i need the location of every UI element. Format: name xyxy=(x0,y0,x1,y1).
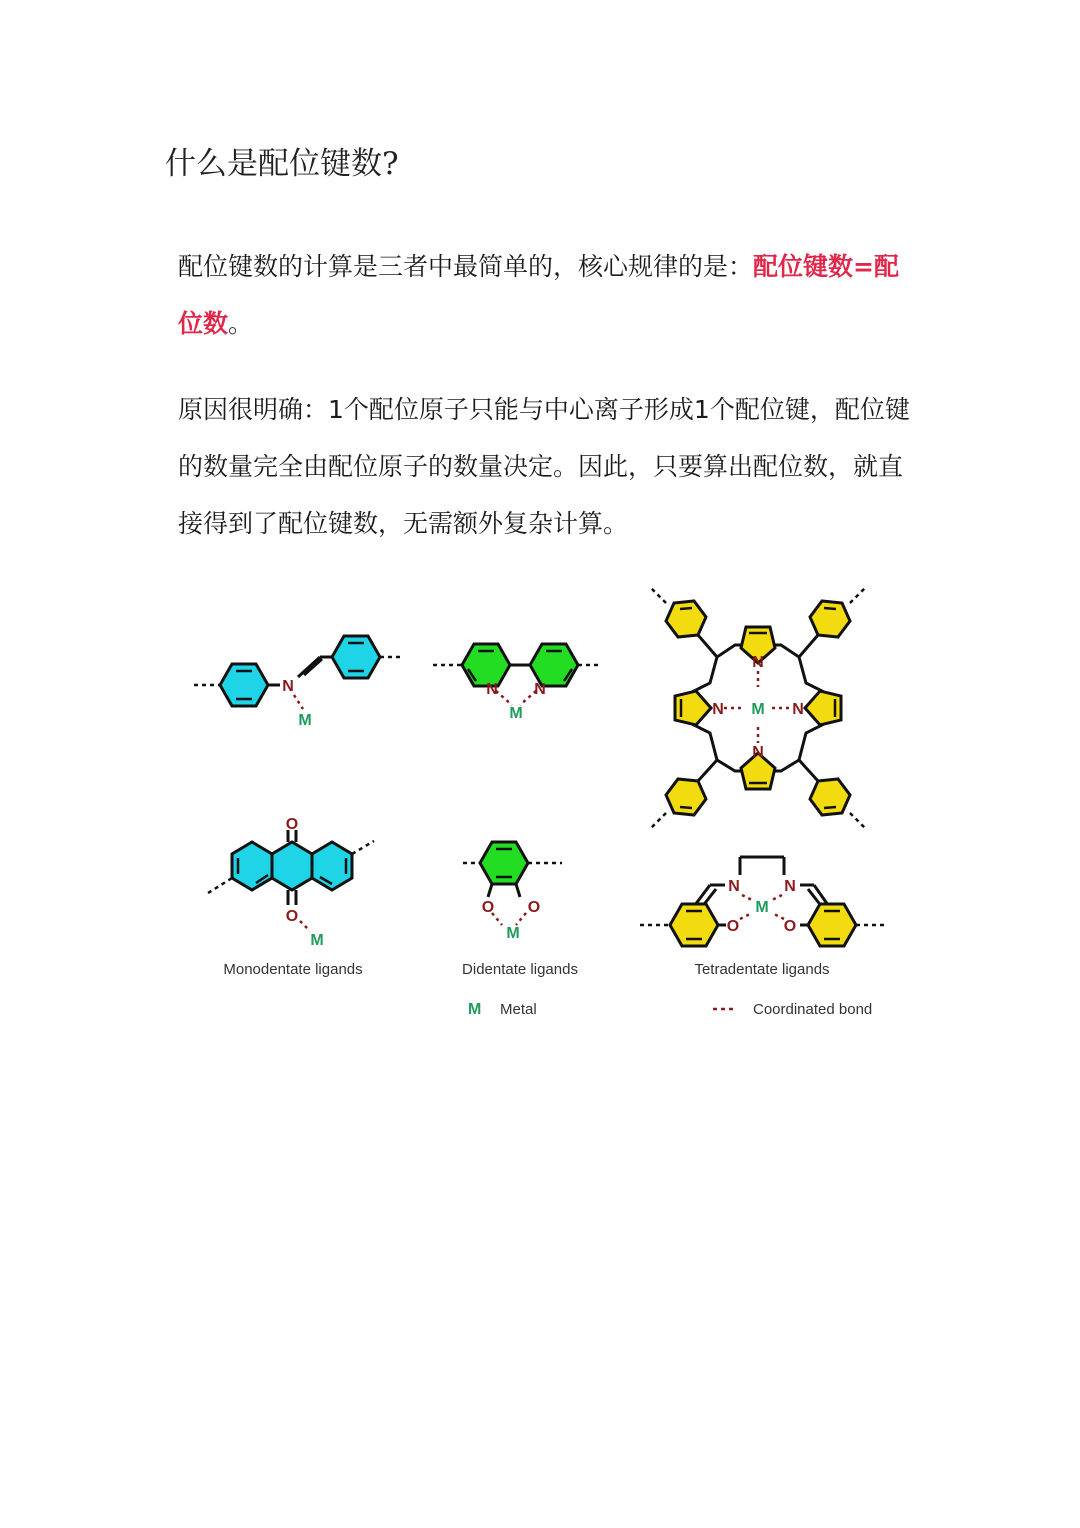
nitrogen-atom: N xyxy=(784,878,796,895)
paragraph-definition xyxy=(178,238,918,352)
nitrogen-atom: N xyxy=(792,701,804,718)
oxygen-atom: O xyxy=(285,816,299,833)
di-ligand-bipyridine xyxy=(433,644,602,705)
definition-end: 。 xyxy=(228,309,254,338)
metal-atom: M xyxy=(509,705,523,722)
oxygen-atom: O xyxy=(527,899,541,916)
nitrogen-atom: N xyxy=(534,681,546,698)
nitrogen-atom: N xyxy=(752,654,764,671)
legend-metal-symbol: M xyxy=(468,1001,482,1018)
oxygen-atom: O xyxy=(726,918,740,935)
metal-atom: M xyxy=(298,712,312,729)
mono-ligand-imine xyxy=(194,636,402,709)
oxygen-atom: O xyxy=(285,908,299,925)
metal-atom: M xyxy=(506,925,520,942)
caption-didentate: Didentate ligands xyxy=(462,961,578,978)
nitrogen-atom: N xyxy=(752,744,764,761)
paragraph-reason: 原因很明确：1个配位原子只能与中心离子形成1个配位键，配位键的数量完全由配位原子的数量决定。因此，只要算出配位数，就直接得到了配位键数，无需额外复杂计算。 xyxy=(178,395,910,538)
definition-text: 配位键数的计算是三者中最简单的，核心规律的是： xyxy=(178,252,754,281)
highlight-formula: 配位键数=配位数 xyxy=(178,252,899,338)
metal-atom: M xyxy=(755,899,769,916)
oxygen-atom: O xyxy=(783,918,797,935)
oxygen-atom: O xyxy=(481,899,495,916)
nitrogen-atom: N xyxy=(728,878,740,895)
legend-metal-label: Metal xyxy=(500,1001,537,1018)
caption-tetradentate: Tetradentate ligands xyxy=(694,961,830,978)
metal-atom: M xyxy=(310,932,324,949)
ligand-figure xyxy=(180,575,910,1035)
metal-atom: M xyxy=(751,701,765,718)
caption-monodentate: Monodentate ligands xyxy=(223,961,363,978)
nitrogen-atom: N xyxy=(486,681,498,698)
nitrogen-atom: N xyxy=(282,678,294,695)
legend-bond-label: Coordinated bond xyxy=(753,1001,873,1018)
page-title: 什么是配位键数? xyxy=(165,146,399,182)
nitrogen-atom: N xyxy=(712,701,724,718)
di-ligand-catechol xyxy=(463,842,562,925)
